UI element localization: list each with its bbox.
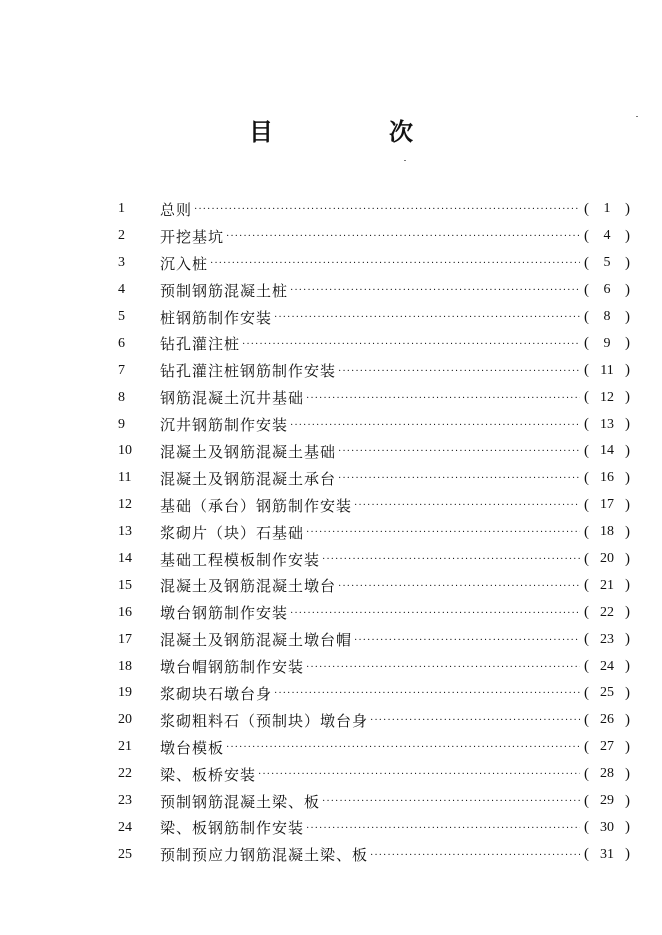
close-parenthesis: ) (625, 819, 630, 836)
close-parenthesis: ) (625, 658, 630, 675)
toc-entry (118, 277, 630, 304)
close-parenthesis: ) (625, 308, 630, 325)
open-parenthesis: ( (584, 604, 589, 621)
open-parenthesis: ( (584, 631, 589, 648)
toc-entry-number: 24 (118, 819, 132, 835)
dot-leader (370, 716, 580, 726)
dot-leader (370, 851, 580, 861)
toc-entry-title: 梁、板钢筋制作安装 (160, 819, 305, 838)
toc-entry-number: 16 (118, 604, 132, 620)
dot-leader (354, 501, 580, 511)
open-parenthesis: ( (584, 711, 589, 728)
open-parenthesis: ( (584, 254, 589, 271)
close-parenthesis: ) (625, 577, 630, 594)
close-parenthesis: ) (625, 416, 630, 433)
toc-entry-title: 开挖基坑 (160, 227, 225, 246)
open-parenthesis: ( (584, 308, 589, 325)
toc-entry-title: 墩台帽钢筋制作安装 (160, 658, 305, 677)
toc-entry (118, 357, 630, 384)
close-parenthesis: ) (625, 227, 630, 244)
toc-entry-number: 14 (118, 551, 132, 567)
toc-entry-number: 11 (118, 470, 132, 486)
toc-entry-page: 22 (600, 604, 614, 620)
toc-entry-page: 12 (600, 389, 614, 405)
toc-entry-number: 10 (118, 443, 132, 459)
close-parenthesis: ) (625, 200, 630, 217)
toc-entry-page: 26 (600, 712, 614, 728)
close-parenthesis: ) (625, 442, 630, 459)
toc-entry-page: 27 (600, 739, 614, 755)
open-parenthesis: ( (584, 577, 589, 594)
toc-entry-title: 沉井钢筋制作安装 (160, 416, 289, 435)
toc-entry (118, 223, 630, 250)
open-parenthesis: ( (584, 738, 589, 755)
open-parenthesis: ( (584, 819, 589, 836)
close-parenthesis: ) (625, 254, 630, 271)
toc-entry-number: 8 (118, 389, 125, 405)
toc-entry-page: 9 (603, 335, 611, 351)
toc-entry-title: 沉入桩 (160, 254, 209, 273)
toc-entry-title: 预制钢筋混凝土梁、板 (160, 792, 321, 811)
toc-entry-number: 25 (118, 846, 132, 862)
open-parenthesis: ( (584, 281, 589, 298)
toc-entry-title: 浆砌块石墩台身 (160, 684, 273, 703)
toc-entry-number: 9 (118, 416, 125, 432)
toc-entry (118, 196, 630, 223)
dot-leader (338, 447, 580, 457)
toc-entry-number: 7 (118, 362, 125, 378)
close-parenthesis: ) (625, 631, 630, 648)
toc-entry-number: 2 (118, 228, 125, 244)
page-title: 目 次 (249, 117, 459, 146)
dot-leader (306, 824, 580, 834)
toc-entry-number: 6 (118, 335, 125, 351)
open-parenthesis: ( (584, 765, 589, 782)
toc-entry (118, 411, 630, 438)
toc-entry-number: 23 (118, 793, 132, 809)
toc-entry-page: 24 (600, 658, 614, 674)
dot-leader (194, 205, 580, 215)
toc-entry-title: 混凝土及钢筋混凝土墩台帽 (160, 631, 353, 650)
toc-entry (118, 438, 630, 465)
toc-entry (118, 304, 630, 331)
close-parenthesis: ) (625, 362, 630, 379)
toc-entry-number: 20 (118, 712, 132, 728)
close-parenthesis: ) (625, 281, 630, 298)
dot-leader (322, 797, 580, 807)
open-parenthesis: ( (584, 523, 589, 540)
toc-entry (118, 384, 630, 411)
dot-leader (290, 286, 580, 296)
toc-entry-title: 浆砌片（块）石基础 (160, 523, 305, 542)
toc-entry (118, 250, 630, 277)
open-parenthesis: ( (584, 362, 589, 379)
close-parenthesis: ) (625, 684, 630, 701)
toc-entry-page: 31 (600, 846, 614, 862)
toc-entry-title: 墩台钢筋制作安装 (160, 604, 289, 623)
toc-entry-page: 8 (603, 309, 611, 324)
toc-entry-number: 3 (118, 255, 125, 271)
toc-entry (118, 841, 630, 868)
dot-leader (290, 421, 580, 431)
close-parenthesis: ) (625, 765, 630, 782)
open-parenthesis: ( (584, 846, 589, 863)
dot-leader (338, 474, 580, 484)
toc-entry-number: 13 (118, 524, 132, 540)
toc-entry (118, 680, 630, 707)
toc-entry (118, 330, 630, 357)
toc-entry-number: 12 (118, 497, 132, 513)
toc-entry-page: 20 (600, 551, 614, 567)
close-parenthesis: ) (625, 846, 630, 863)
open-parenthesis: ( (584, 389, 589, 406)
close-parenthesis: ) (625, 523, 630, 540)
toc-entry-page: 29 (600, 793, 614, 809)
toc-entry-number: 15 (118, 577, 132, 593)
dot-leader (242, 340, 580, 350)
toc-entry-title: 预制预应力钢筋混凝土梁、板 (160, 846, 369, 865)
close-parenthesis: ) (625, 738, 630, 755)
toc-entry (118, 465, 630, 492)
toc-entry (118, 734, 630, 761)
toc-entry-number: 1 (118, 201, 125, 217)
toc-entry-page: 4 (603, 228, 611, 244)
toc-entry-page: 28 (600, 766, 614, 782)
toc-entry-page: 18 (600, 524, 614, 540)
close-parenthesis: ) (625, 389, 630, 406)
toc-entry-page: 17 (600, 497, 614, 513)
toc-entry-title: 钻孔灌注桩 (160, 335, 241, 354)
dot-leader (306, 394, 580, 404)
toc-entry-title: 混凝土及钢筋混凝土承台 (160, 469, 337, 488)
table-of-contents (118, 196, 630, 868)
close-parenthesis: ) (625, 792, 630, 809)
toc-entry-page: 5 (603, 255, 611, 271)
toc-entry-title: 总则 (160, 200, 193, 219)
open-parenthesis: ( (584, 335, 589, 352)
dot-leader (306, 528, 580, 538)
toc-entry (118, 572, 630, 599)
dot-leader (274, 689, 580, 699)
toc-entry-number: 4 (118, 282, 125, 298)
toc-entry (118, 707, 630, 734)
toc-entry (118, 626, 630, 653)
close-parenthesis: ) (625, 550, 630, 567)
dot-leader (274, 313, 580, 323)
toc-entry-title: 基础（承台）钢筋制作安装 (160, 496, 353, 515)
close-parenthesis: ) (625, 496, 630, 513)
toc-entry (118, 492, 630, 519)
toc-entry-page: 30 (600, 819, 614, 835)
dot-leader (338, 367, 580, 377)
dot-leader (258, 770, 580, 780)
toc-entry-page: 25 (600, 685, 614, 701)
toc-entry-title: 钻孔灌注桩钢筋制作安装 (160, 362, 337, 381)
toc-entry-title: 钢筋混凝土沉井基础 (160, 389, 305, 408)
toc-entry-title: 梁、板桥安装 (160, 765, 257, 784)
toc-entry (118, 519, 630, 546)
dot-leader (226, 232, 580, 242)
toc-entry-title: 基础工程模板制作安装 (160, 550, 321, 569)
toc-entry-page: 11 (600, 362, 614, 378)
toc-entry-number: 21 (118, 739, 132, 755)
open-parenthesis: ( (584, 416, 589, 433)
toc-entry-page: 16 (600, 470, 614, 486)
close-parenthesis: ) (625, 335, 630, 352)
open-parenthesis: ( (584, 227, 589, 244)
dot-leader (322, 555, 580, 565)
open-parenthesis: ( (584, 792, 589, 809)
toc-entry-title: 混凝土及钢筋混凝土基础 (160, 442, 337, 461)
dot-leader (338, 582, 580, 592)
open-parenthesis: ( (584, 496, 589, 513)
open-parenthesis: ( (584, 658, 589, 675)
close-parenthesis: ) (625, 711, 630, 728)
toc-entry-number: 5 (118, 309, 125, 324)
open-parenthesis: ( (584, 442, 589, 459)
toc-entry (118, 546, 630, 573)
toc-entry-title: 混凝土及钢筋混凝土墩台 (160, 577, 337, 596)
open-parenthesis: ( (584, 200, 589, 217)
dot-leader (210, 259, 580, 269)
toc-entry-title: 墩台模板 (160, 738, 225, 757)
close-parenthesis: ) (625, 604, 630, 621)
open-parenthesis: ( (584, 684, 589, 701)
toc-entry-page: 13 (600, 416, 614, 432)
dot-leader (226, 743, 580, 753)
open-parenthesis: ( (584, 469, 589, 486)
toc-entry-number: 18 (118, 658, 132, 674)
toc-entry-title: 桩钢筋制作安装 (160, 308, 273, 327)
toc-entry-title: 预制钢筋混凝土桩 (160, 281, 289, 300)
toc-entry-page: 21 (600, 577, 614, 593)
toc-entry (118, 814, 630, 841)
scan-speck (636, 116, 638, 117)
close-parenthesis: ) (625, 469, 630, 486)
toc-entry-number: 17 (118, 631, 132, 647)
scan-speck (404, 160, 406, 161)
toc-entry (118, 788, 630, 815)
toc-entry-title: 浆砌粗料石（预制块）墩台身 (160, 711, 369, 730)
dot-leader (306, 663, 580, 673)
dot-leader (290, 609, 580, 619)
toc-entry-page: 1 (603, 201, 611, 217)
toc-entry-page: 6 (603, 282, 611, 298)
toc-entry-number: 19 (118, 685, 132, 701)
toc-entry (118, 761, 630, 788)
toc-entry-page: 23 (600, 631, 614, 647)
toc-entry-page: 14 (600, 443, 614, 459)
open-parenthesis: ( (584, 550, 589, 567)
dot-leader (354, 636, 580, 646)
toc-entry (118, 653, 630, 680)
toc-entry-number: 22 (118, 766, 132, 782)
toc-entry (118, 599, 630, 626)
